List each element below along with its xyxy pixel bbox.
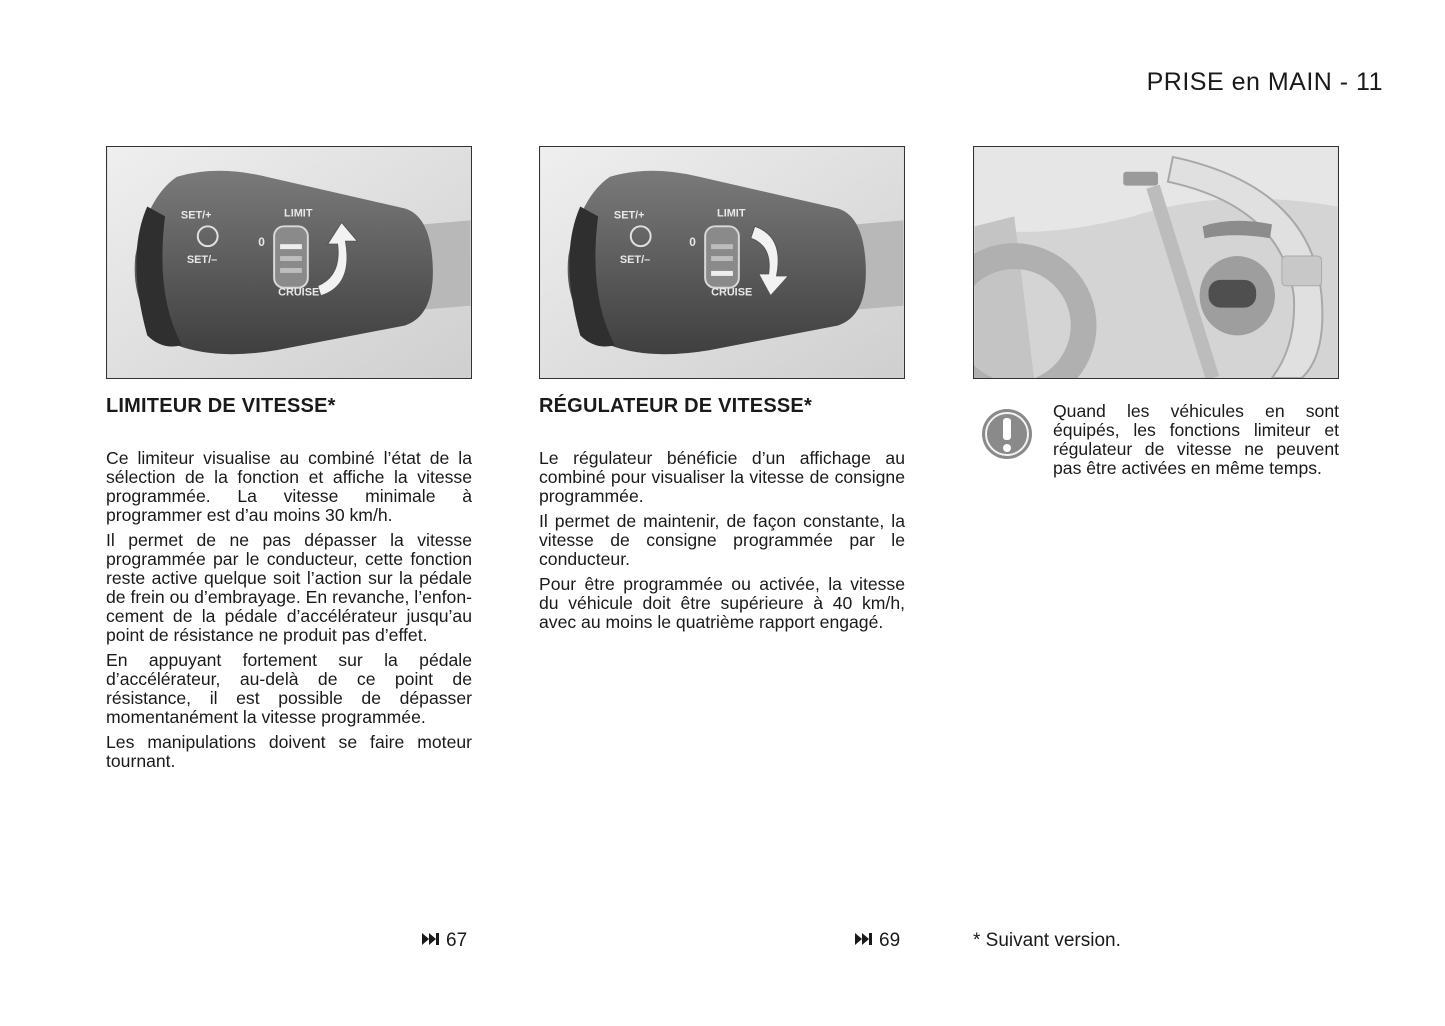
footnote: * Suivant version. [973,930,1121,951]
skip-forward-icon [422,930,440,952]
figure-dashboard-view [973,146,1339,379]
column-limiter [106,146,472,777]
cruise-stalk-illustration [540,147,904,378]
warning-text: Quand les véhicules en sont équipés, les fonctions limiteur et régulateur de vitesse ne peuvent pas être activées en même temps. [1053,401,1339,478]
paragraph: Pour être programmée ou activée, la vitesse du véhicule doit être supérieure à 40 km/h, avec au moins le quatrième rapport engagé. [539,574,905,632]
label-limit: LIMIT [717,207,746,220]
label-cruise: CRUISE [278,286,320,299]
label-zero: 0 [258,235,265,250]
paragraph: En appuyant fortement sur la pédale d’accélérateur, au-delà de ce point de résistance, il est possible de dépasser momentanément la vitesse programmée. [106,650,472,727]
limiter-stalk-illustration [107,147,471,378]
dashboard-steering-wheel-illustration [974,147,1338,378]
page-ref-cruise[interactable] [855,930,900,952]
section-title-cruise: RÉGULATEUR DE VITESSE* [539,395,812,417]
paragraph: Le régulateur bénéficie d’un affichage au combiné pour visualiser la vitesse de consigne programmée. [539,448,905,506]
section-title-limiter: LIMITEUR DE VITESSE* [106,395,336,417]
column-dashboard [973,146,1339,379]
exclamation-circle-icon [981,408,1033,460]
section-body-limiter [106,449,472,771]
page-ref-number: 69 [879,930,901,951]
label-set-minus: SET/– [619,253,651,266]
column-cruise [539,146,905,638]
paragraph: Les manipulations doivent se faire moteur tournant. [106,732,472,771]
warning-note [973,402,1339,478]
section-body-cruise [539,449,905,632]
label-set-minus: SET/– [186,253,218,266]
label-limit: LIMIT [284,207,313,220]
label-set-plus: SET/+ [180,209,212,222]
figure-limiter-stalk [106,146,472,379]
figure-cruise-stalk [539,146,905,379]
paragraph: Il permet de ne pas dépasser la vitesse programmée par le conducteur, cette fonction reste active quelque soit l’action sur la pédale de frein ou d’embrayage. En revanche, l’enfoncement de la pédale d’accélérateur jusqu’au point de résistance ne produit pas d’effet. [106,530,472,645]
page-ref-limiter[interactable] [422,930,467,952]
skip-forward-icon [855,930,873,952]
page-ref-number: 67 [446,930,468,951]
paragraph: Ce limiteur visualise au combiné l’état de la sélection de la fonction et affiche la vitesse programmée. La vitesse minimale à programmer est d’au moins 30 km/h. [106,448,472,525]
label-cruise: CRUISE [711,286,753,299]
paragraph: Il permet de maintenir, de façon constante, la vitesse de consigne programmée par le conducteur. [539,511,905,569]
label-zero: 0 [689,235,696,250]
label-set-plus: SET/+ [613,209,645,222]
page-header: PRISE en MAIN - 11 [1146,68,1383,96]
